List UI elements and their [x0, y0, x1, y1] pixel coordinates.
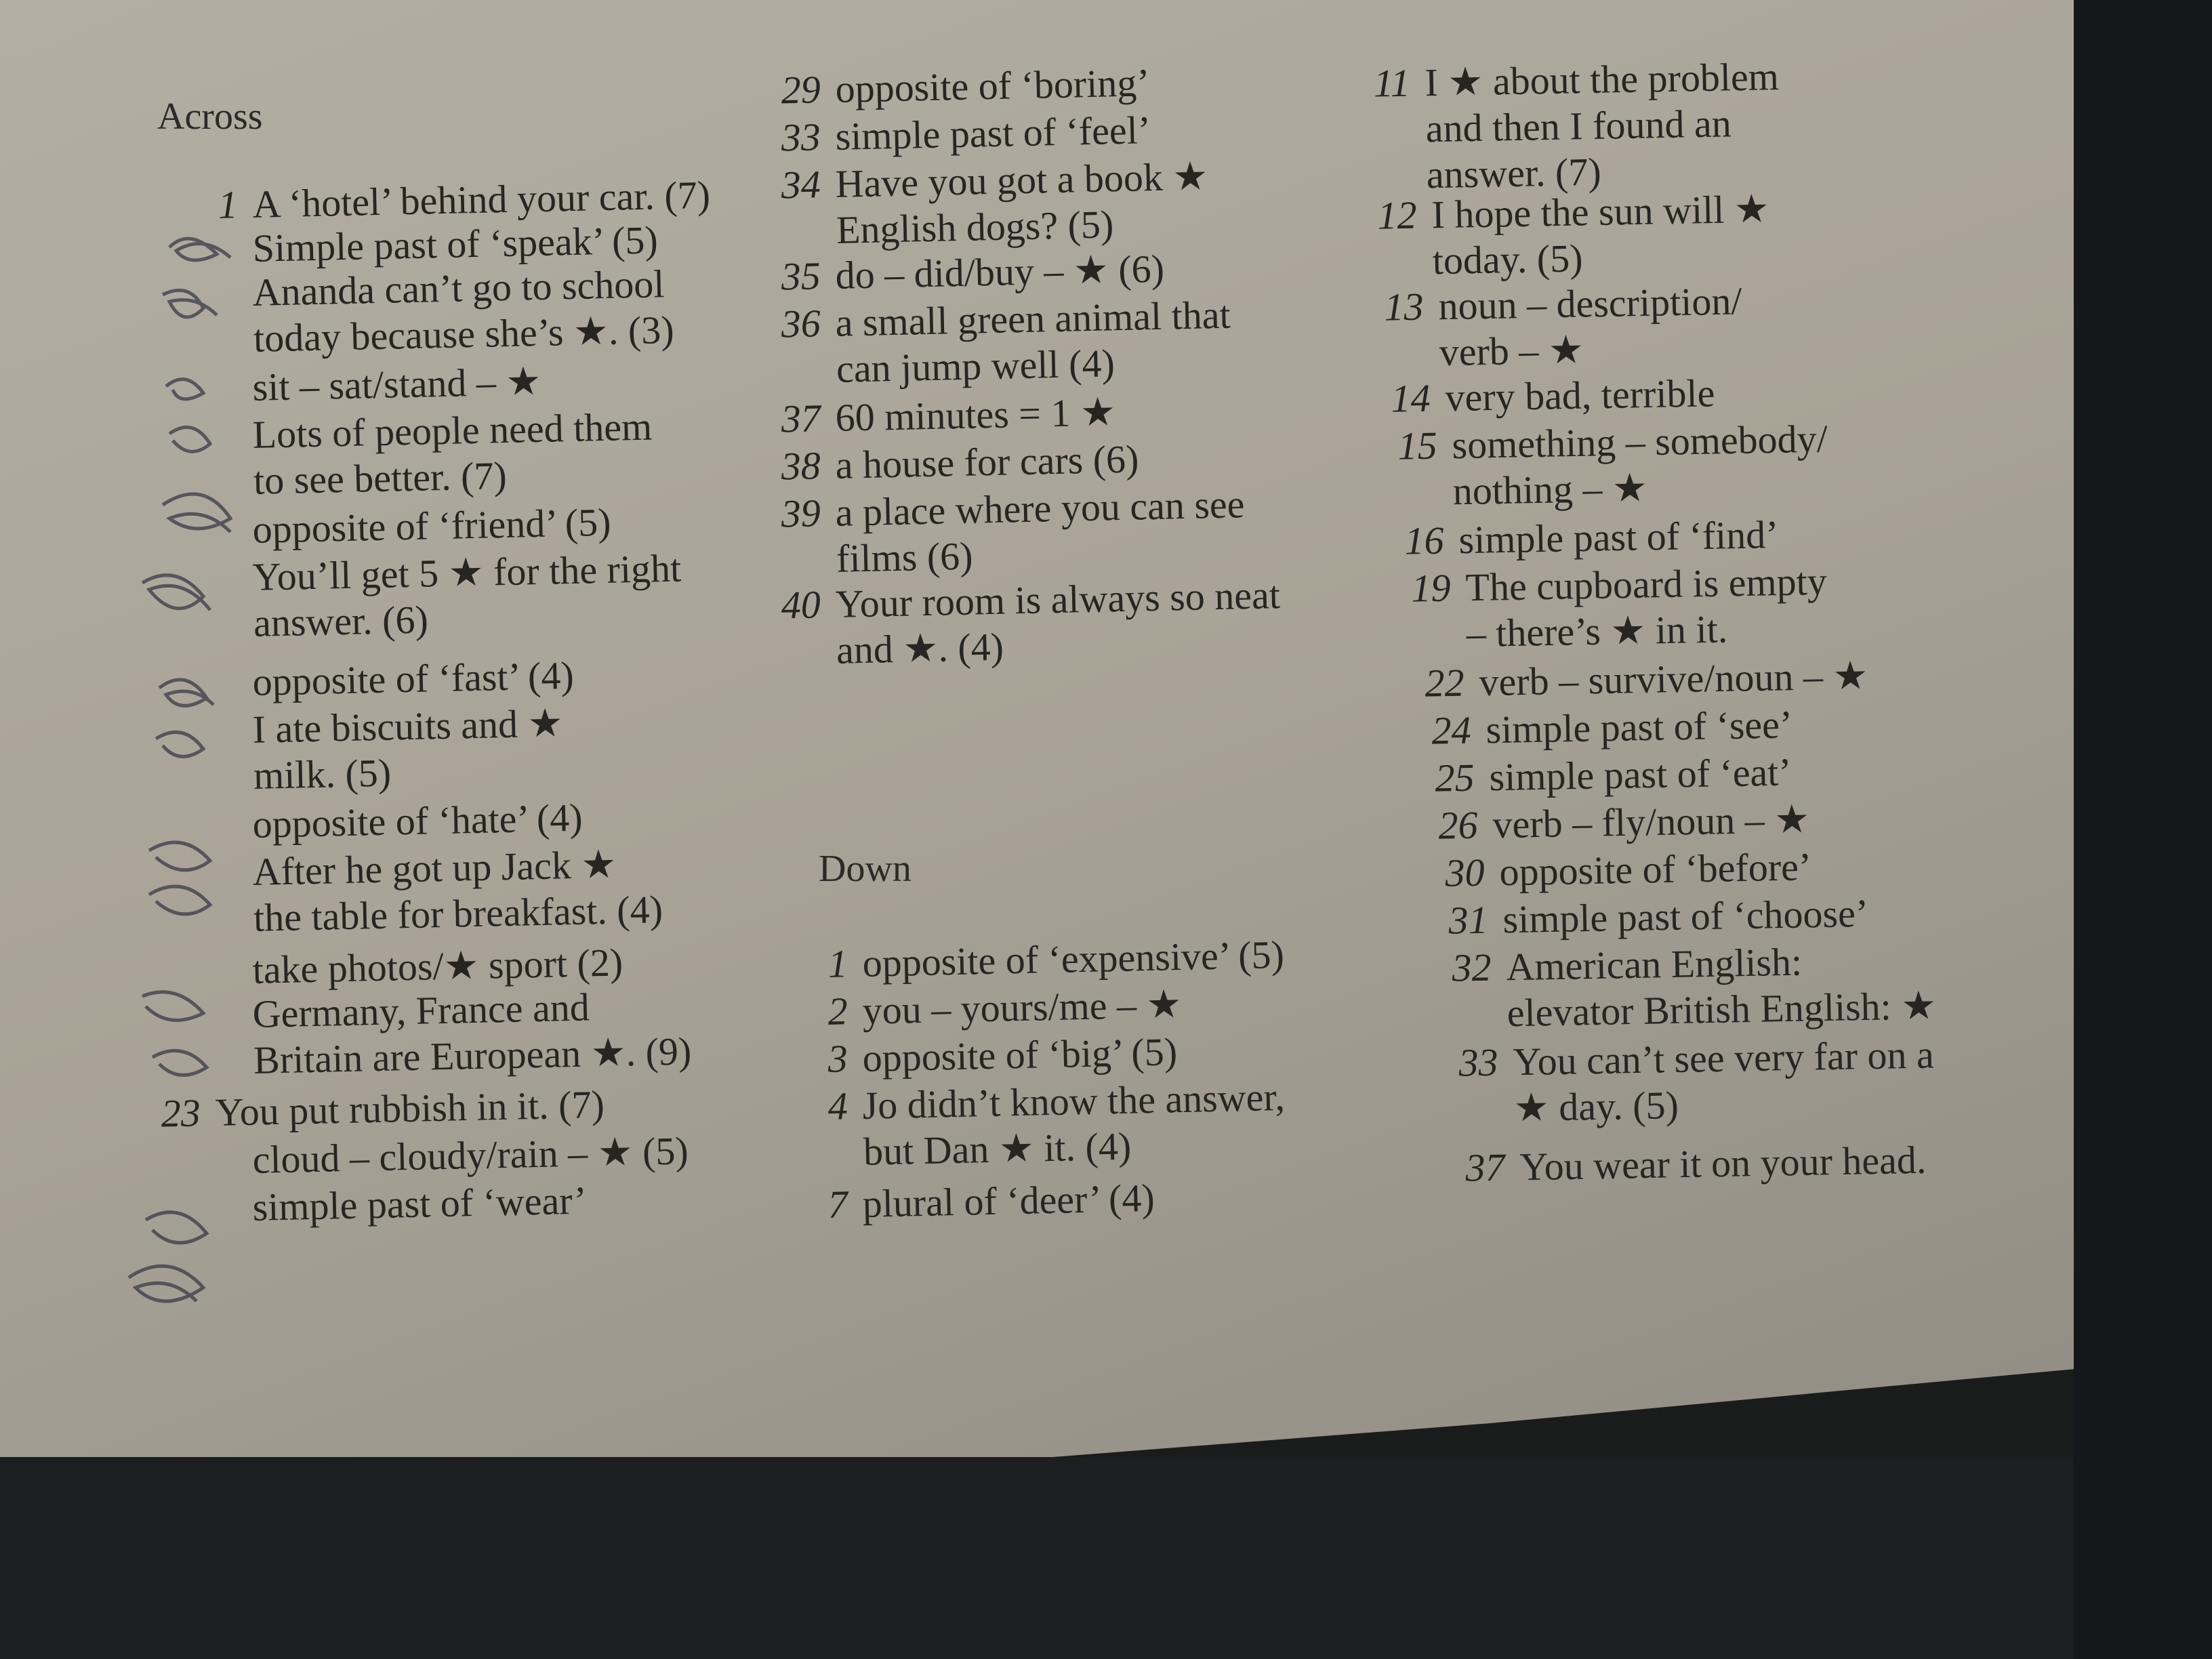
clue-number: [184, 401, 238, 402]
clue-number: 25: [1435, 755, 1475, 800]
down-clue: [1450, 1137, 1927, 1191]
clue-line: verb – fly/noun – ★: [1492, 797, 1810, 847]
down-clue: [1389, 512, 1779, 565]
clue-number: 31: [1448, 897, 1489, 943]
clue-text: [1445, 370, 1715, 421]
clue-number: 34: [781, 162, 821, 207]
across-clue: [766, 153, 1209, 255]
clue-line: Britain are European ★. (9): [253, 1029, 692, 1082]
clue-number: 22: [1425, 660, 1465, 705]
down-clue: [793, 1029, 1178, 1083]
clue-text: [252, 795, 583, 848]
clue-line: American English:: [1506, 939, 1803, 989]
clue-text: [835, 246, 1165, 299]
clue-line: today because she’s ★. (3): [253, 307, 675, 361]
clue-number: [184, 1027, 238, 1029]
clue-text: [252, 653, 574, 705]
down-heading: Down: [819, 848, 912, 890]
clue-line: do – did/buy – ★ (6): [834, 246, 1165, 298]
clue-text: [252, 700, 565, 799]
down-clue: [1410, 653, 1868, 707]
clue-number: [184, 743, 238, 744]
clue-text: [1499, 844, 1812, 895]
clue-number: [184, 306, 238, 307]
clue-line: elevator British English: ★: [1507, 983, 1937, 1036]
clue-text: [1431, 186, 1771, 285]
clue-line: Ananda can’t go to school: [251, 262, 665, 314]
clue-text: [835, 481, 1246, 582]
down-clue: [1416, 701, 1793, 754]
clue-text: [1519, 1137, 1927, 1190]
clue-text: [252, 982, 692, 1084]
clue-line: opposite of ‘expensive’ (5): [861, 932, 1285, 985]
clue-line: opposite of ‘hate’ (4): [251, 795, 583, 846]
clue-text: [252, 1128, 689, 1183]
clue-number: 16: [1404, 518, 1445, 563]
down-clue: [1355, 54, 1781, 199]
clue-number: 33: [1458, 1040, 1499, 1085]
across-clue: [766, 292, 1232, 394]
clue-line: something – somebody/: [1452, 416, 1828, 468]
across-clue: [183, 499, 611, 554]
clue-line: You put rubbish in it. (7): [214, 1082, 605, 1134]
across-clue: [766, 572, 1282, 675]
clue-number: 35: [781, 253, 821, 299]
clue-line: films (6): [836, 533, 974, 581]
across-clue: [766, 389, 1116, 443]
across-clue: [183, 404, 653, 506]
clue-text: [1458, 512, 1779, 563]
clue-number: 7: [827, 1182, 848, 1227]
clue-line: Have you got a book ★: [834, 154, 1208, 206]
clue-text: [252, 261, 674, 362]
clue-line: Lots of people need them: [251, 404, 653, 457]
clue-text: [252, 404, 653, 504]
clue-text: [862, 932, 1285, 987]
clue-line: to see better. (7): [253, 453, 508, 503]
clue-line: a house for cars (6): [834, 436, 1139, 487]
clue-number: 24: [1431, 708, 1472, 753]
clue-line: opposite of ‘fast’ (4): [251, 653, 575, 704]
clue-text: [835, 153, 1209, 253]
across-clue: [146, 1082, 605, 1137]
clue-text: [252, 499, 611, 553]
across-clue: [183, 359, 541, 412]
clue-number: 1: [218, 182, 239, 227]
clue-line: take photos/★ sport (2): [251, 940, 623, 992]
clue-text: [1486, 701, 1793, 753]
clue-number: 37: [1465, 1145, 1506, 1190]
clue-text: [1492, 796, 1810, 848]
clue-text: [862, 981, 1182, 1034]
clue-line: a small green animal that: [834, 292, 1231, 345]
across-clue: [766, 436, 1139, 489]
clue-line: can jump well (4): [836, 341, 1115, 391]
clue-text: [252, 546, 682, 647]
clue-number: [184, 262, 238, 263]
clue-number: 23: [161, 1090, 201, 1136]
clue-number: 3: [827, 1036, 848, 1081]
clue-line: milk. (5): [253, 750, 392, 798]
clue-number: 40: [781, 582, 821, 628]
clue-line: A ‘hotel’ behind your car. (7): [251, 172, 711, 226]
clue-line: simple past of ‘find’: [1458, 512, 1780, 562]
across-clue: [183, 546, 682, 648]
clue-text: [1465, 558, 1828, 657]
clue-text: [1452, 416, 1828, 515]
down-clue: [1396, 558, 1828, 658]
clue-line: and ★. (4): [836, 624, 1004, 672]
clue-line: noun – description/: [1438, 279, 1742, 329]
clue-line: verb – ★: [1439, 327, 1584, 375]
clue-line: today. (5): [1432, 236, 1584, 283]
clue-line: Jo didn’t know the answer,: [861, 1074, 1286, 1128]
clue-number: [184, 695, 238, 697]
clue-number: [184, 1173, 238, 1174]
across-clue: [766, 481, 1246, 583]
clue-text: [835, 292, 1232, 392]
clue-number: [184, 838, 238, 839]
clue-line: Germany, France and: [251, 985, 590, 1036]
clue-line: The cupboard is empty: [1465, 558, 1828, 610]
clue-number: [184, 543, 238, 544]
clue-line: but Dan ★ it. (4): [863, 1124, 1132, 1174]
clue-text: [252, 359, 541, 411]
clue-line: answer. (6): [253, 597, 429, 645]
clue-line: You can’t see very far on a: [1513, 1032, 1935, 1084]
clue-line: and then I found an: [1425, 101, 1732, 151]
down-clue: [1423, 796, 1810, 849]
down-clue: [1362, 186, 1771, 285]
across-clue: [183, 261, 674, 363]
clue-line: a place where you can see: [834, 482, 1246, 535]
clue-text: [862, 1029, 1178, 1082]
clue-number: 29: [781, 67, 821, 112]
clue-line: plural of ‘deer’ (4): [861, 1175, 1155, 1226]
clue-number: [184, 448, 238, 449]
clue-line: very bad, terrible: [1445, 371, 1715, 420]
down-clue: [1369, 278, 1743, 377]
clue-number: [184, 983, 238, 985]
down-clue: [1382, 416, 1828, 516]
clue-number: 38: [781, 443, 821, 489]
down-clue: [1430, 844, 1812, 897]
clue-line: nothing – ★: [1452, 466, 1648, 514]
clue-line: you – yours/me – ★: [861, 982, 1183, 1033]
clue-line: You wear it on your head.: [1519, 1137, 1927, 1189]
clue-line: sit – sat/stand – ★: [251, 359, 542, 409]
clue-text: [1438, 278, 1743, 375]
clue-number: 36: [781, 301, 821, 346]
clue-text: [835, 60, 1150, 112]
clue-text: [835, 107, 1151, 160]
clue-text: [1489, 749, 1792, 800]
clue-number: 33: [781, 115, 821, 160]
clue-line: answer. (7): [1426, 149, 1602, 197]
clue-line: After he got up Jack ★: [251, 842, 617, 894]
clue-number: 15: [1397, 423, 1438, 468]
clue-text: [835, 572, 1282, 674]
clue-number: 2: [827, 989, 848, 1033]
clue-line: simple past of ‘choose’: [1502, 890, 1869, 942]
clue-number: 13: [1384, 284, 1425, 329]
clue-number: 14: [1391, 375, 1431, 421]
clue-line: You’ll get 5 ★ for the right: [251, 546, 682, 599]
clue-number: 32: [1452, 945, 1492, 990]
across-clue: [766, 60, 1150, 114]
across-clue: [766, 107, 1151, 161]
across-heading: Across: [157, 96, 263, 138]
down-clue: [1433, 890, 1869, 944]
clue-number: 11: [1373, 60, 1411, 106]
clue-number: 4: [827, 1084, 848, 1128]
clue-number: 19: [1411, 565, 1452, 611]
down-clue: [1420, 749, 1792, 802]
across-clue: [183, 840, 663, 943]
dark-background: [0, 1457, 2212, 1659]
clue-line: verb – survive/noun – ★: [1479, 653, 1868, 705]
clue-line: opposite of ‘friend’ (5): [251, 499, 612, 552]
clue-line: simple past of ‘eat’: [1489, 750, 1793, 800]
clue-line: simple past of ‘feel’: [834, 108, 1151, 159]
clue-line: simple past of ‘see’: [1486, 702, 1793, 752]
down-clue: [793, 1074, 1286, 1176]
clue-text: [1502, 890, 1869, 943]
across-clue: [183, 1178, 588, 1232]
down-clue: [793, 981, 1182, 1036]
clue-line: opposite of ‘big’ (5): [861, 1029, 1178, 1080]
clue-number: 1: [827, 941, 848, 986]
clue-text: [835, 436, 1139, 488]
across-clue: [183, 982, 692, 1085]
clue-line: the table for breakfast. (4): [253, 887, 663, 940]
clue-line: I ★ about the problem: [1425, 54, 1780, 105]
clue-number: 12: [1377, 192, 1418, 238]
across-clue: [183, 700, 565, 800]
page-edge-shadow: [2074, 0, 2212, 1659]
across-clue: [183, 653, 574, 707]
clue-text: [1425, 54, 1781, 198]
clue-number: [184, 590, 238, 592]
clue-number: 39: [781, 491, 821, 536]
clue-text: [1506, 937, 1937, 1036]
clue-line: I ate biscuits and ★: [251, 701, 564, 752]
clue-text: [1513, 1031, 1935, 1131]
clue-number: [184, 1221, 238, 1222]
clue-text: [215, 1082, 605, 1136]
across-clue: [183, 795, 583, 849]
clue-text: [862, 1074, 1286, 1175]
clue-line: – there’s ★ in it.: [1466, 607, 1728, 656]
clue-line: cloud – cloudy/rain – ★ (5): [251, 1128, 689, 1182]
clue-text: [835, 389, 1116, 441]
down-clue: [1376, 370, 1715, 422]
clue-line: I hope the sun will ★: [1431, 186, 1770, 237]
clue-line: Simple past of ‘speak’ (5): [251, 218, 659, 270]
clue-line: ★ day. (5): [1513, 1082, 1679, 1130]
clue-line: English dogs? (5): [836, 202, 1114, 252]
clue-line: simple past of ‘wear’: [251, 1178, 588, 1229]
clue-line: opposite of ‘before’: [1499, 844, 1812, 895]
clue-number: [184, 885, 238, 886]
clue-number: 30: [1445, 850, 1486, 895]
clue-number: 26: [1438, 802, 1479, 848]
clue-number: 37: [781, 396, 821, 441]
clue-text: [1479, 653, 1868, 705]
down-clue: [1443, 1031, 1935, 1132]
across-clue: [766, 246, 1165, 300]
down-clue: [793, 1175, 1155, 1229]
down-clue: [1437, 937, 1937, 1038]
clue-line: opposite of ‘boring’: [834, 60, 1151, 111]
clue-line: 60 minutes = 1 ★: [834, 390, 1116, 440]
clue-text: [862, 1175, 1155, 1227]
clue-text: [252, 1178, 588, 1231]
clue-text: [252, 840, 663, 941]
clue-line: Your room is always so neat: [834, 573, 1281, 626]
